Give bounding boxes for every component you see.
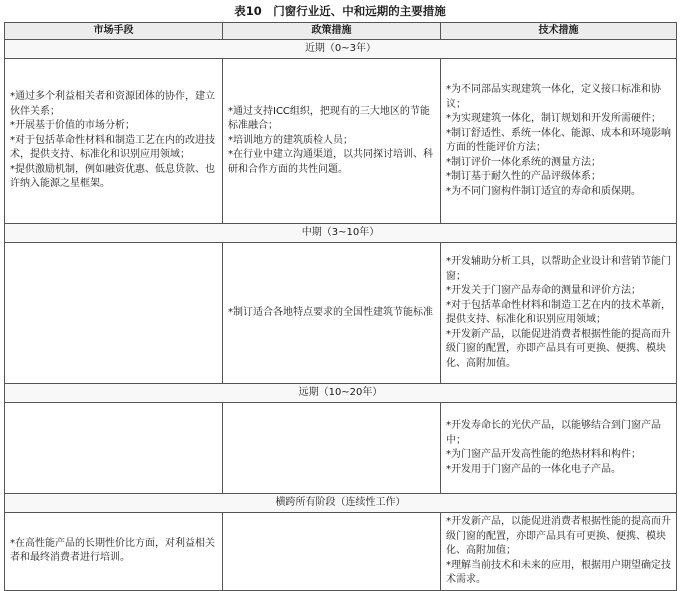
header-row bbox=[5, 23, 677, 40]
measure-item: *制订舒适性、系统一体化、能源、成本和环境影响方面的性能评价方法； bbox=[446, 127, 671, 153]
technical-cell bbox=[441, 243, 677, 384]
section-row bbox=[5, 494, 677, 513]
measure-item: *对于包括革命性材料和制造工艺在内的改进技术，提供支持、标准化和识别应用领域； bbox=[10, 134, 215, 161]
content-row bbox=[5, 513, 677, 591]
policy-cell bbox=[223, 403, 441, 494]
measure-item: *通过支持ICC组织，把现有的三大地区的节能标准融合； bbox=[228, 105, 430, 132]
measure-item: *为实现建筑一体化，制订规划和开发所需硬件； bbox=[446, 113, 661, 124]
header-policy: 政策措施 bbox=[223, 23, 441, 40]
measures-table bbox=[4, 22, 677, 591]
measure-item: *开发关于门窗产品寿命的测量和评价方法； bbox=[446, 285, 641, 296]
measure-item: *制订适合各地特点要求的全国性建筑节能标准 bbox=[228, 306, 433, 318]
measure-item: *开发用于门窗产品的一体化电子产品。 bbox=[446, 463, 621, 475]
measure-item: *培训地方的建筑质检人员； bbox=[228, 134, 353, 146]
section-label: 远期（10~20年） bbox=[5, 384, 677, 403]
measure-item: *提供激励机制，例如融资优惠、低息贷款、也许纳入能源之星框架。 bbox=[10, 163, 215, 190]
measure-item: *在行业中建立沟通渠道，以共同探讨培训、科研和合作方面的共性问题。 bbox=[228, 149, 433, 175]
technical-cell bbox=[441, 513, 677, 591]
market-cell bbox=[5, 513, 223, 591]
section-label: 横跨所有阶段（连续性工作） bbox=[5, 494, 677, 513]
header-technical: 技术措施 bbox=[441, 23, 677, 40]
measure-item: *开发新产品，以能促进消费者根据性能的提高而升级门窗的配置，亦即产品具有可更换、便携、模块化、高附加值。 bbox=[446, 328, 671, 369]
policy-cell bbox=[223, 513, 441, 591]
market-cell bbox=[5, 59, 223, 224]
content-row bbox=[5, 403, 677, 494]
content-row bbox=[5, 243, 677, 384]
measure-item: *为不同门窗构件制订适宜的寿命和质保期。 bbox=[446, 185, 641, 197]
measure-item: *制订评价一体化系统的测量方法； bbox=[446, 156, 601, 168]
measure-item: *在高性能产品的长期性价比方面，对利益相关者和最终消费者进行培训。 bbox=[10, 537, 215, 564]
measure-item: *开发寿命长的光伏产品，以能够结合到门窗产品中； bbox=[446, 420, 661, 446]
measure-item: *开发辅助分析工具，以帮助企业设计和营销节能门窗； bbox=[446, 256, 671, 282]
header-market: 市场手段 bbox=[5, 23, 223, 40]
measure-item: *开展基于价值的市场分析； bbox=[10, 120, 135, 132]
policy-cell bbox=[223, 243, 441, 384]
measure-item: *为门窗产品开发高性能的绝热材料和构件； bbox=[446, 449, 641, 460]
market-cell bbox=[5, 243, 223, 384]
measure-item: *开发新产品，以能促进消费者根据性能的提高而升级门窗的配置，亦即产品具有可更换、便携、模块化、高附加值； bbox=[446, 516, 671, 556]
table-body bbox=[5, 40, 677, 591]
technical-cell bbox=[441, 403, 677, 494]
section-row bbox=[5, 224, 677, 243]
technical-cell bbox=[441, 59, 677, 224]
measure-item: *对于包括革命性材料和制造工艺在内的技术革新，提供支持、标准化和识别应用领域； bbox=[446, 299, 671, 325]
measure-item: *理解当前技术和未来的应用，根据用户期望确定技术需求。 bbox=[446, 559, 671, 585]
section-row bbox=[5, 384, 677, 403]
table-caption: 表10 门窗行业近、中和远期的主要措施 bbox=[234, 4, 446, 18]
section-row bbox=[5, 40, 677, 59]
section-label: 近期（0~3年） bbox=[5, 40, 677, 59]
policy-cell bbox=[223, 59, 441, 224]
measure-item: *制订基于耐久性的产品评级体系； bbox=[446, 171, 601, 182]
market-cell bbox=[5, 403, 223, 494]
section-label: 中期（3~10年） bbox=[5, 224, 677, 243]
content-row bbox=[5, 59, 677, 224]
measure-item: *通过多个利益相关者和资源团体的协作，建立伙伴关系； bbox=[10, 91, 215, 117]
measure-item: *为不同部品实现建筑一体化，定义接口标准和协议； bbox=[446, 84, 661, 110]
